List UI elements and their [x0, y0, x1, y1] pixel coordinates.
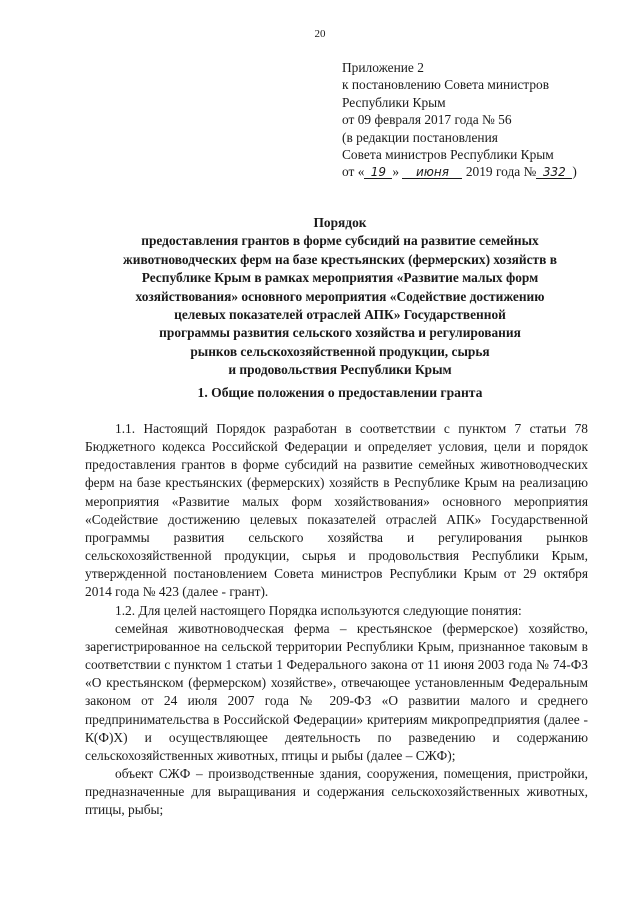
paragraph-1-1: 1.1. Настоящий Порядок разработан в соответствии с пунктом 7 статьи 78 Бюджетного кодекса Российской Федерации и определяет условия, цели и порядок предоставления грантов в форме субсидий на развитие семейных животноводческих ферм на базе крестьянских (фермерских) хозяйств в Республике Крым на реализацию мероприятия «Развитие малых форм хозяйствования» основного мероприятия «Содействие достижению целевых показателей отраслей АПК» Государственной программы развития сельского хозяйства и регулирования рынков сельскохозяйственной продукции, сырья и продовольствия Республики Крым, утвержденной постановлением Совета министров Республики Крым от 29 октября 2014 года № 423 (далее - грант). — [85, 421, 588, 600]
appendix-date-line — [342, 163, 577, 180]
appendix-line-1: к постановлению Совета министров — [342, 77, 550, 93]
handwritten-number: 332 — [536, 166, 572, 179]
title-line-7: программы развития сельского хозяйства и регулирования — [159, 325, 521, 341]
handwritten-day: 19 — [364, 166, 392, 179]
section-heading: 1. Общие положения о предоставлении гранта — [197, 385, 483, 400]
title-line-8: рынков сельскохозяйственной продукции, сырья — [190, 343, 490, 359]
appendix-line-3: от 09 февраля 2017 года № 56 — [342, 112, 512, 128]
definition-object-szhf: объект СЖФ – производственные здания, сооружения, помещения, пристройки, предназначенные для выращивания и содержания сельскохозяйственных животных, птицы, рыбы; — [85, 765, 588, 818]
appendix-header — [342, 59, 577, 181]
title-line-4: Республике Крым в рамках мероприятия «Развитие малых форм — [141, 270, 539, 286]
date-prefix: от « — [342, 164, 365, 180]
title-line-9: и продовольствия Республики Крым — [228, 362, 452, 378]
appendix-line-4: (в редакции постановления — [342, 129, 498, 145]
body-text — [85, 420, 588, 819]
paragraph-1-2: 1.2. Для целей настоящего Порядка используются следующие понятия: — [115, 602, 522, 618]
date-suffix: ) — [572, 164, 577, 180]
title-line-5: хозяйствования» основного мероприятия «Содействие достижению — [135, 288, 545, 304]
date-mid: » — [392, 164, 400, 180]
appendix-line-2: Республики Крым — [342, 94, 446, 110]
title-line-6: целевых показателей отраслей АПК» Государственной — [174, 307, 506, 323]
page-number: 20 — [314, 28, 326, 40]
title-line-2: предоставления грантов в форме субсидий на развитие семейных — [141, 233, 539, 249]
document-title — [60, 214, 620, 380]
title-line-3: животноводческих ферм на базе крестьянских (фермерских) хозяйств в — [123, 251, 557, 267]
appendix-title: Приложение 2 — [342, 60, 424, 75]
appendix-line-5: Совета министров Республики Крым — [342, 147, 554, 163]
handwritten-month: июня — [402, 166, 462, 179]
date-year: 2019 года № — [465, 164, 537, 180]
title-line-1: Порядок — [313, 215, 367, 230]
definition-szhf: семейная животноводческая ферма – крестьянское (фермерское) хозяйство, зарегистрированное на сельской территории Республики Крым, признанное таковым в соответствии с пунктом 1 статьи 1 Федерального закона от 11 июня 2003 года № 74-ФЗ «О крестьянском (фермерском) хозяйстве», отвечающее установленным Федеральным законом от 24 июля 2007 года № 209-ФЗ «О развитии малого и среднего предпринимательства в Российской Федерации» критериям микропредприятия (далее - К(Ф)Х) и осуществляющее деятельность по разведению и содержанию сельскохозяйственных животных, птицы и рыбы (далее – СЖФ); — [85, 620, 588, 763]
